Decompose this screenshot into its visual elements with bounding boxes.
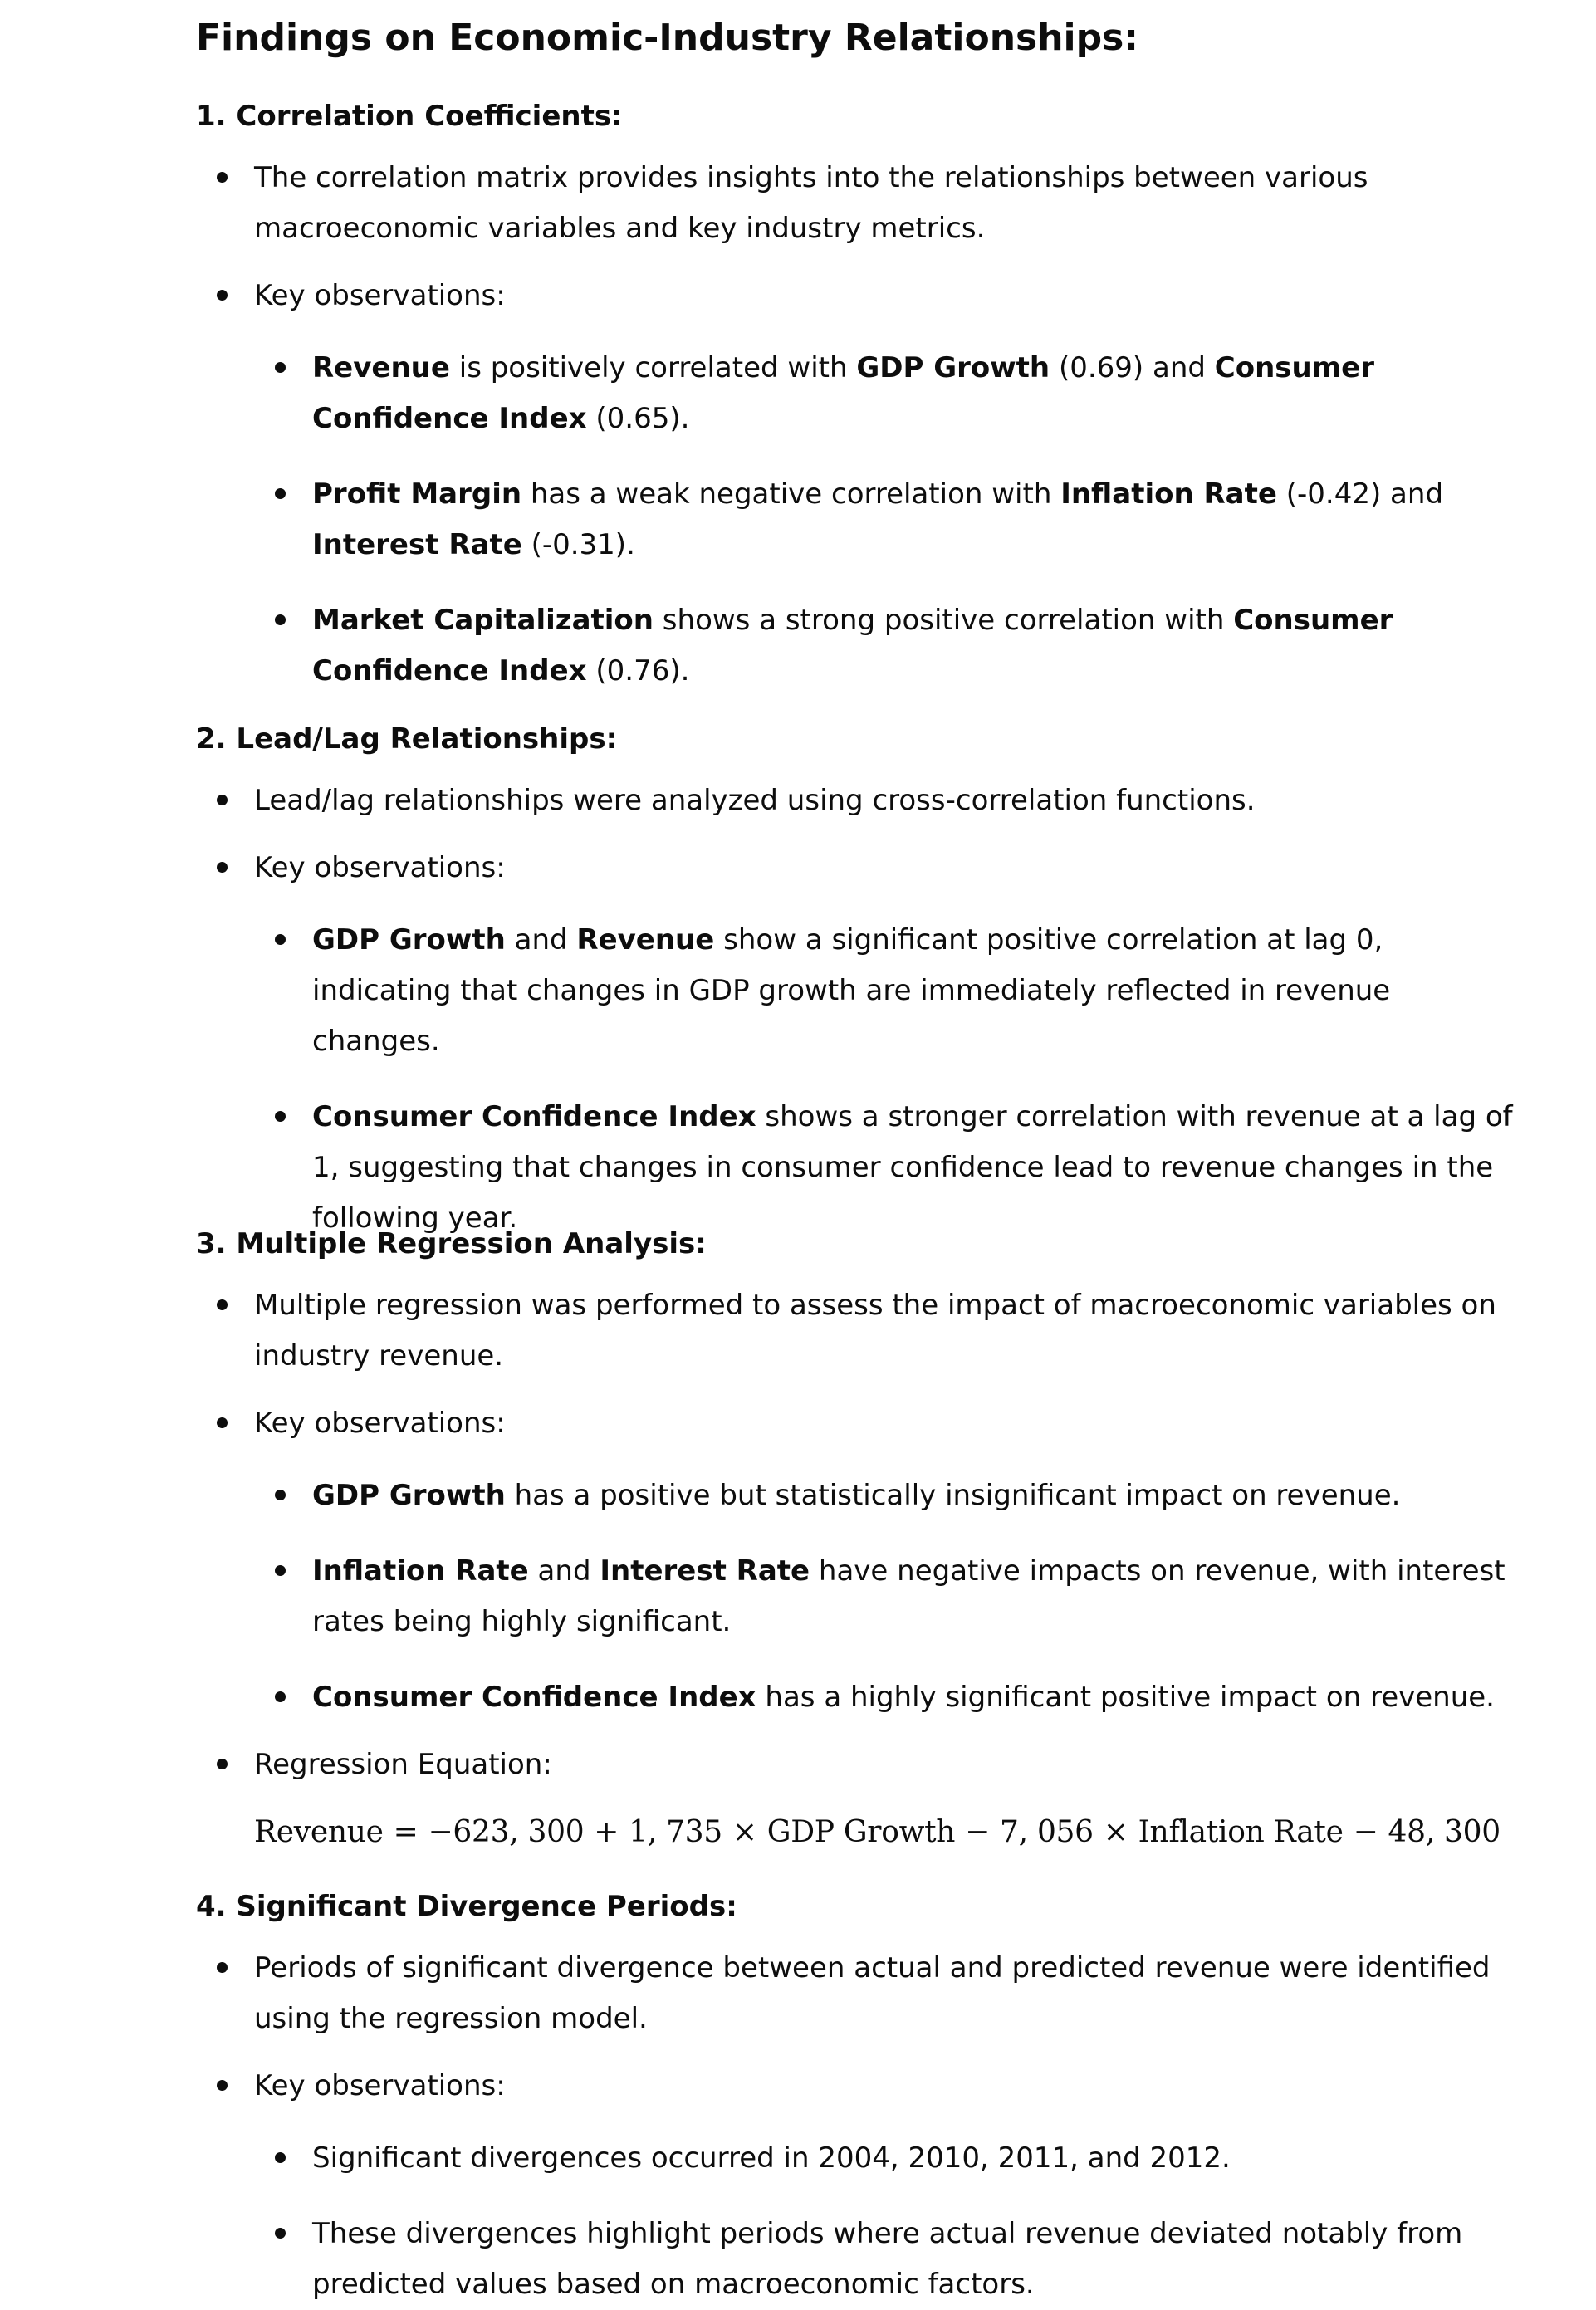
regression-equation: Revenue = −623, 300 + 1, 735 × GDP Growth − 7, 056 × Inflation Rate − 48, 300 — [254, 1815, 1501, 1849]
observation-item: Inflation Rate and Interest Rate have negative impacts on revenue, with interest rates being highly significant. — [254, 1546, 1525, 1647]
key-observations-label: Key observations: — [254, 2069, 506, 2102]
term: Profit Margin — [312, 477, 522, 511]
term: Consumer Confidence Index — [312, 1100, 756, 1133]
list-item — [196, 1398, 1525, 1723]
section-title: 4. Significant Divergence Periods: — [196, 1890, 737, 1923]
regression-equation-label: Regression Equation: — [254, 1748, 552, 1781]
bullet-text: Periods of significant divergence between actual and predicted revenue were identified using the regression model. — [254, 1951, 1491, 2035]
term: Revenue — [576, 923, 715, 957]
term: Consumer Confidence Index — [312, 351, 1374, 435]
list-item — [196, 843, 1525, 1244]
term: Market Capitalization — [312, 604, 654, 637]
key-observations-label: Key observations: — [254, 851, 506, 884]
observation-item: These divergences highlight periods where actual revenue deviated notably from predicted values based on macroeconomic factors. — [254, 2209, 1525, 2310]
term: Interest Rate — [600, 1554, 810, 1588]
list-item — [196, 776, 1525, 826]
term: GDP Growth — [312, 923, 506, 957]
bullet-text: Lead/lag relationships were analyzed using cross-correlation functions. — [254, 784, 1256, 817]
observation-item: Significant divergences occurred in 2004, 2010, 2011, and 2012. — [254, 2133, 1525, 2184]
list-item — [196, 153, 1525, 254]
list-item — [196, 1740, 1525, 1790]
term: GDP Growth — [856, 351, 1050, 384]
section-lead-lag — [196, 719, 1525, 1244]
list-item — [196, 1943, 1525, 2044]
section-multiple-regression — [196, 1224, 1525, 1855]
observation-item: Market Capitalization shows a strong positive correlation with Consumer Confidence Index (0.76). — [254, 595, 1525, 697]
key-observations-label: Key observations: — [254, 1407, 506, 1440]
term: Interest Rate — [312, 528, 522, 561]
observation-item: Revenue is positively correlated with GDP Growth (0.69) and Consumer Confidence Index (0.65). — [254, 343, 1525, 444]
bullet-text: Multiple regression was performed to assess the impact of macroeconomic variables on industry revenue. — [254, 1289, 1496, 1373]
list-item — [196, 271, 1525, 697]
observation-item: Consumer Confidence Index has a highly significant positive impact on revenue. — [254, 1672, 1525, 1723]
key-observations-label: Key observations: — [254, 279, 506, 312]
bullet-text: The correlation matrix provides insights into the relationships between various macroeconomic variables and key industry metrics. — [254, 161, 1368, 245]
list-item — [196, 2061, 1525, 2310]
section-title: 1. Correlation Coefficients: — [196, 100, 623, 133]
term: GDP Growth — [312, 1479, 506, 1512]
section-divergence-periods — [196, 1887, 1525, 2310]
term: Inflation Rate — [312, 1554, 529, 1588]
section-correlation-coefficients — [196, 96, 1525, 697]
term: Consumer Confidence Index — [312, 604, 1393, 688]
term: Inflation Rate — [1060, 477, 1277, 511]
page-title: Findings on Economic-Industry Relationships: — [196, 17, 1138, 59]
term: Revenue — [312, 351, 450, 384]
list-item — [196, 1280, 1525, 1382]
term: Consumer Confidence Index — [312, 1681, 756, 1714]
observation-item: Profit Margin has a weak negative correlation with Inflation Rate (-0.42) and Interest Rate (-0.31). — [254, 469, 1525, 570]
observation-item: GDP Growth and Revenue show a significant positive correlation at lag 0, indicating that changes in GDP growth are immediately reflected in revenue changes. — [254, 915, 1525, 1067]
observation-item: GDP Growth has a positive but statistically insignificant impact on revenue. — [254, 1471, 1525, 1521]
observation-item: Consumer Confidence Index shows a stronger correlation with revenue at a lag of 1, suggesting that changes in consumer confidence lead to revenue changes in the following year. — [254, 1092, 1525, 1244]
section-title: 2. Lead/Lag Relationships: — [196, 722, 618, 756]
section-title: 3. Multiple Regression Analysis: — [196, 1227, 707, 1260]
